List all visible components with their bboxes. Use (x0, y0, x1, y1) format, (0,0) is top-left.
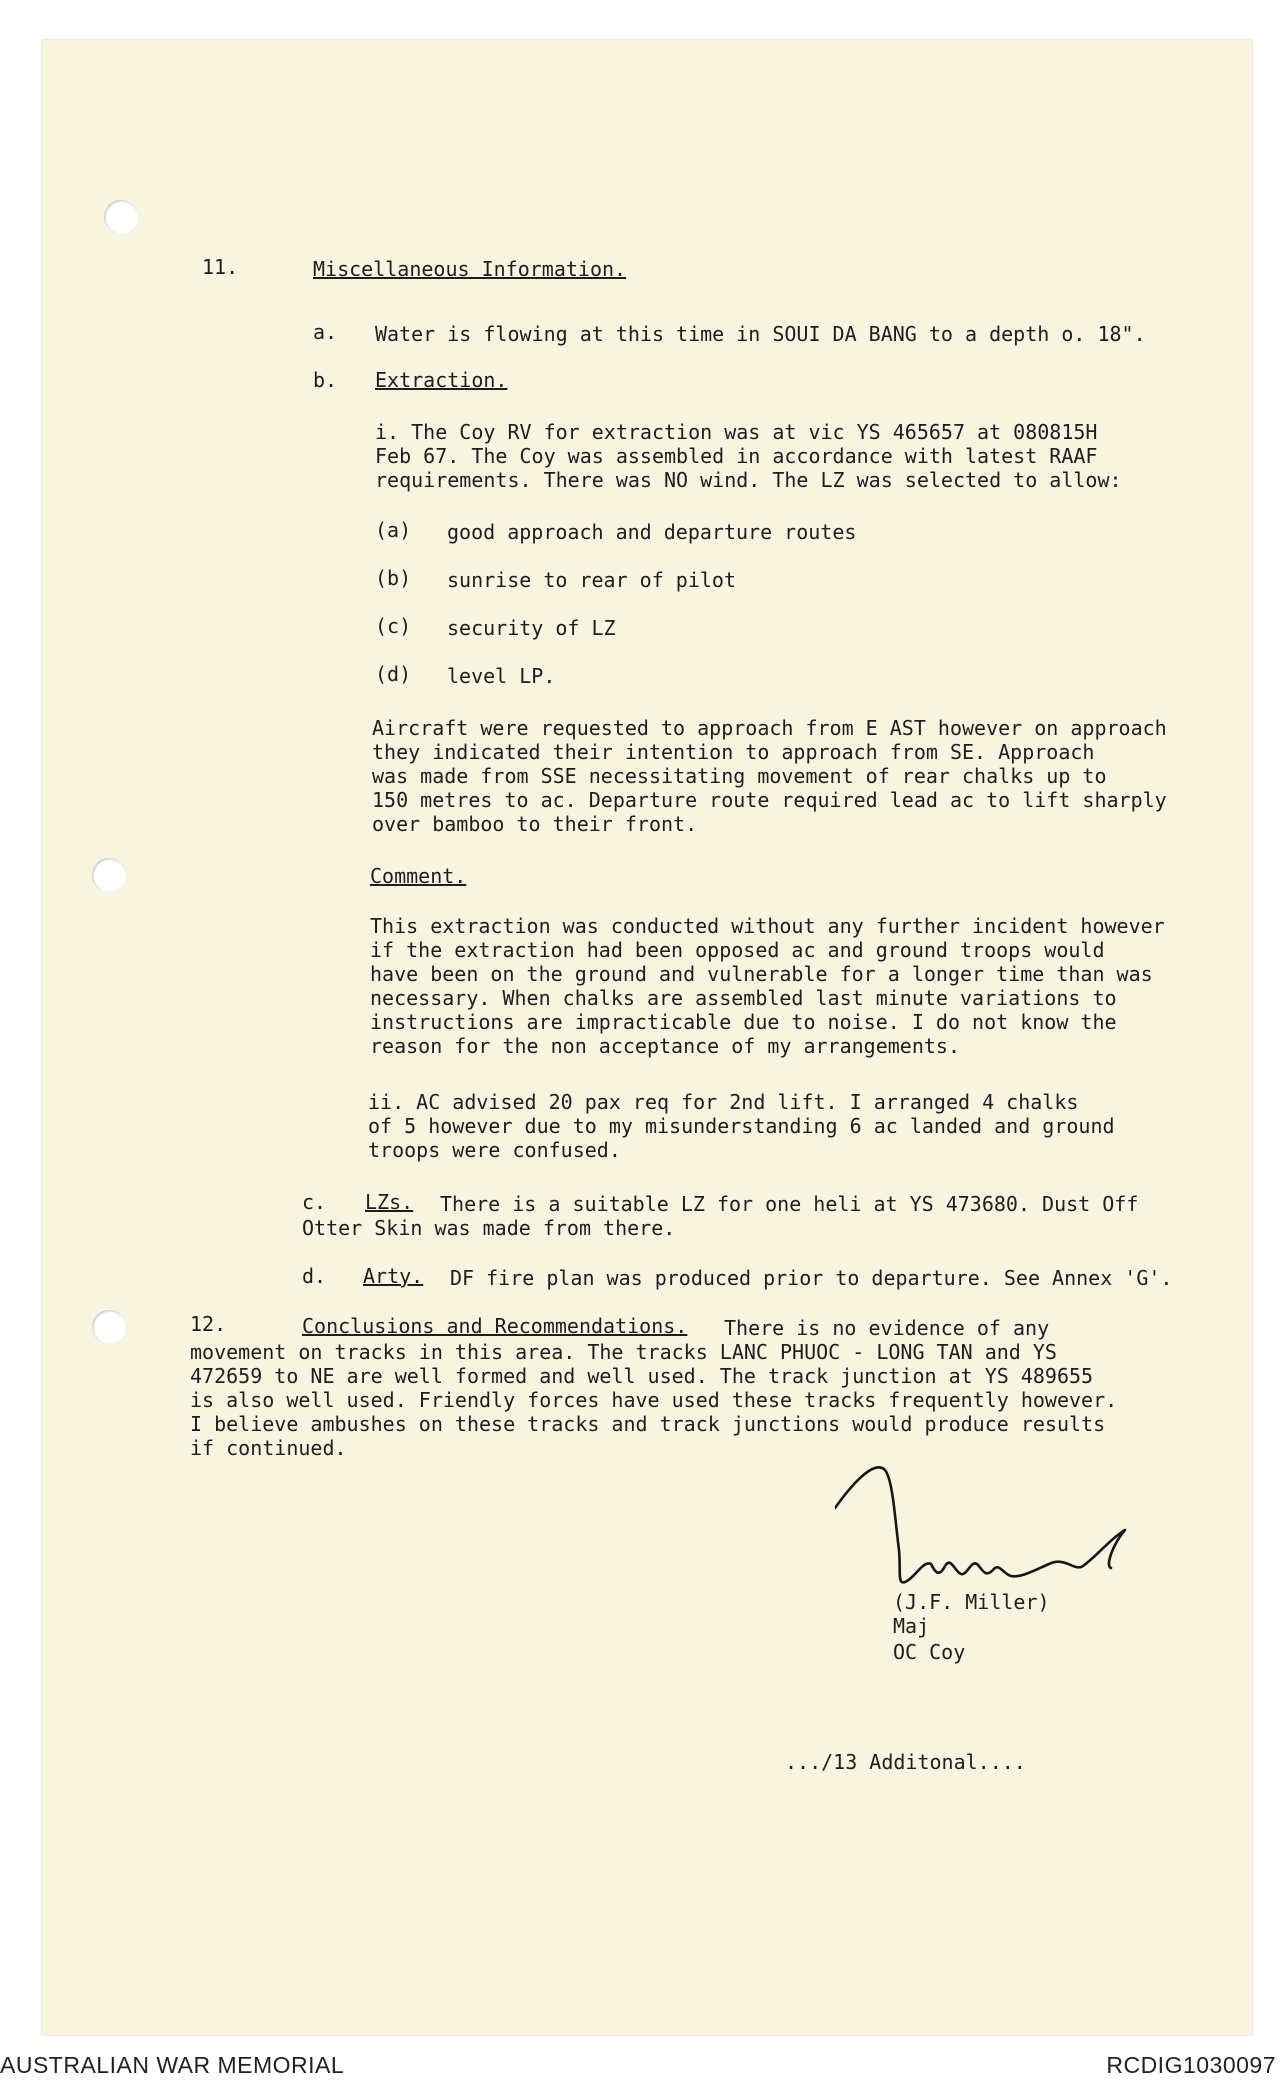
item-c-text: Otter Skin was made from there. (302, 1216, 676, 1240)
signatory-name: (J.F. Miller) (893, 1590, 1050, 1614)
item-b-heading: Extraction. (375, 368, 508, 392)
section-12-line: is also well used. Friendly forces have used these tracks frequently however. (190, 1388, 1118, 1412)
extraction-ii-line: troops were confused. (368, 1138, 621, 1162)
list-item: security of LZ (447, 616, 616, 640)
aircraft-line: they indicated their intention to approach from SE. Approach (372, 740, 1095, 764)
section-11-number: 11. (202, 255, 239, 279)
section-12-line: I believe ambushes on these tracks and track junctions would produce results (190, 1412, 1106, 1436)
list-label: (b) (375, 566, 412, 590)
extraction-i-line: requirements. There was NO wind. The LZ was selected to allow: (375, 468, 1122, 492)
section-12-number: 12. (190, 1312, 227, 1336)
list-item: level LP. (447, 664, 556, 688)
comment-line: This extraction was conducted without any further incident however (370, 914, 1165, 938)
comment-line: reason for the non acceptance of my arrangements. (370, 1034, 961, 1058)
comment-line: have been on the ground and vulnerable for a longer time than was (370, 962, 1153, 986)
list-label: (c) (375, 614, 412, 638)
list-item: sunrise to rear of pilot (447, 568, 736, 592)
item-d-heading: Arty. (363, 1264, 424, 1288)
section-11-heading: Miscellaneous Information. (313, 257, 627, 281)
aircraft-line: Aircraft were requested to approach from E AST however on approach (372, 716, 1167, 740)
item-a-label: a. (313, 320, 338, 344)
comment-line: instructions are impracticable due to noise. I do not know the (370, 1010, 1117, 1034)
item-c-text: There is a suitable LZ for one heli at YS 473680. Dust Off (440, 1192, 1139, 1216)
list-label: (a) (375, 518, 412, 542)
section-12-line: 472659 to NE are well formed and well used. The track junction at YS 489655 (190, 1364, 1094, 1388)
punch-hole (104, 200, 138, 234)
comment-line: if the extraction had been opposed ac and ground troops would (370, 938, 1105, 962)
list-item: good approach and departure routes (447, 520, 857, 544)
item-a-text: Water is flowing at this time in SOUI DA BANG to a depth o. 18". (375, 322, 1146, 346)
aircraft-line: was made from SSE necessitating movement of rear chalks up to (372, 764, 1107, 788)
continuation-note: .../13 Additonal.... (785, 1750, 1026, 1774)
aircraft-line: 150 metres to ac. Departure route required lead ac to lift sharply (372, 788, 1167, 812)
signatory-role: OC Coy (893, 1640, 966, 1664)
extraction-i-line: i. The Coy RV for extraction was at vic YS 465657 at 080815H (375, 420, 1098, 444)
comment-heading: Comment. (370, 864, 467, 888)
item-b-label: b. (313, 368, 338, 392)
footer-record-id: RCDIG1030097 (1106, 2052, 1276, 2078)
signatory-rank: Maj (893, 1614, 930, 1638)
item-c-label: c. (302, 1190, 327, 1214)
extraction-ii-line: ii. AC advised 20 pax req for 2nd lift. I arranged 4 chalks (368, 1090, 1079, 1114)
item-d-text: DF fire plan was produced prior to departure. See Annex 'G'. (450, 1266, 1173, 1290)
punch-hole (92, 1310, 126, 1344)
extraction-i-line: Feb 67. The Coy was assembled in accordance with latest RAAF (375, 444, 1098, 468)
extraction-ii-line: of 5 however due to my misunderstanding 6 ac landed and ground (368, 1114, 1115, 1138)
item-c-heading: LZs. (365, 1190, 414, 1214)
footer-institution: AUSTRALIAN WAR MEMORIAL (0, 2052, 345, 2078)
section-12-line: movement on tracks in this area. The tracks LANC PHUOC - LONG TAN and YS (190, 1340, 1057, 1364)
section-12-line: if continued. (190, 1436, 347, 1460)
section-12-text: There is no evidence of any (724, 1316, 1050, 1340)
section-12-heading: Conclusions and Recommendations. (302, 1314, 688, 1338)
list-label: (d) (375, 662, 412, 686)
item-d-label: d. (302, 1264, 327, 1288)
punch-hole (92, 858, 126, 892)
aircraft-line: over bamboo to their front. (372, 812, 698, 836)
comment-line: necessary. When chalks are assembled last minute variations to (370, 986, 1117, 1010)
handwritten-signature (835, 1460, 1165, 1590)
